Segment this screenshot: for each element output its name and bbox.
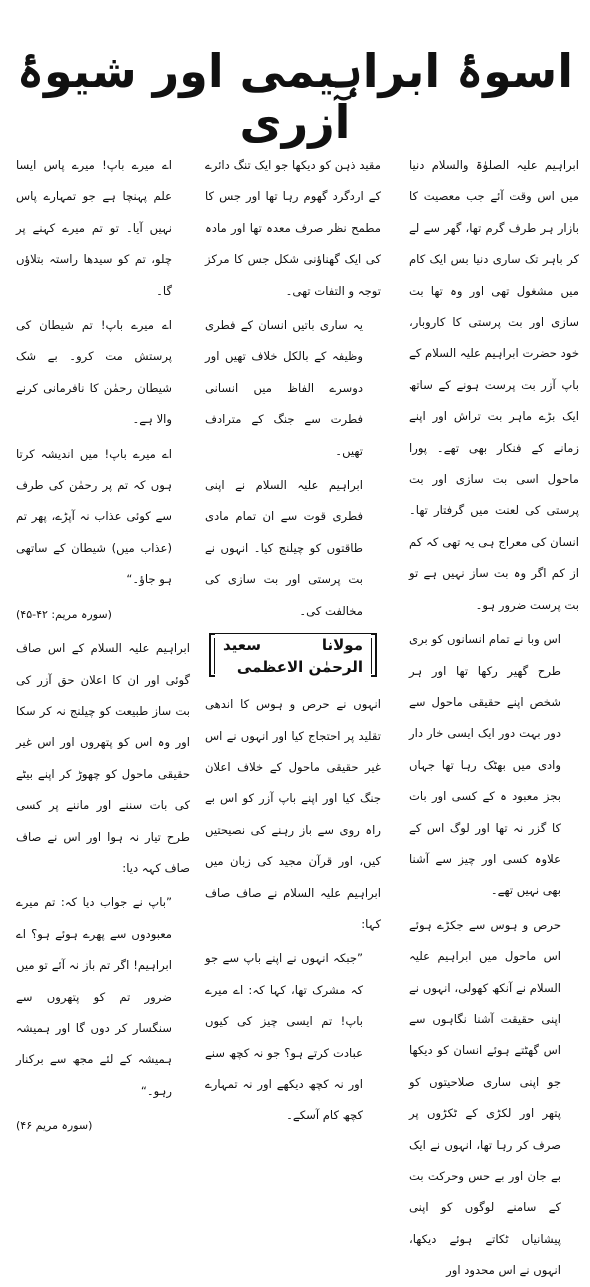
paragraph: ابراہیم علیہ الصلوٰۃ والسلام دنیا میں اس وقت آئے جب معصیت کا بازار ہر طرف گرم تھا، گھر سے لے کر باہر تک ساری دنیا بس ایک کام میں مشغول تھی اور وہ تھا بت سازی اور بت پرستی کا کاروبار، خود حضرت ابراہیم علیہ السلام کے باپ آزر بت پرست ہونے کے ساتھ ایک بڑے ماہر بت تراش اور اپنے زمانے کے فنکار بھی تھے۔ پورا ماحول اسی بت سازی اور بت پرستی کی لعنت میں گرفتار تھا۔ انسان کی معراج ہی یہ تھی کہ کم از کم اگر وہ بت ساز نہیں ہے تو بت پرست ضرور ہو۔: [409, 158, 579, 612]
paragraph: ابراہیم علیہ السلام نے اپنی فطری قوت سے ان تمام مادی طاقتوں کو چیلنج کیا۔ انہوں نے بت پرستی اور بت سازی کی مخالفت کی۔: [205, 478, 363, 618]
quote-paragraph: اے میرے باپ! میں اندیشہ کرتا ہوں کہ تم پر رحمٰن کی طرف سے کوئی عذاب نہ آپڑے، پھر تم (عذاب میں) شیطان کے ساتھی ہو جاؤ۔“: [16, 446, 172, 587]
paragraph: اس وبا نے تمام انسانوں کو بری طرح گھیر رکھا تھا اور ہر شخص اپنے حقیقی ماحول سے دور بہت دور ایک ایسی خار دار وادی میں بھٹک رہا تھا جہاں بجز معبود ہ کے کسی اور بات کا گزر نہ تھا اور لوگ اس کے علاوہ کسی اور چیز سے آشنا بھی نہیں تھے۔: [409, 632, 561, 898]
quote-paragraph: ”جبکہ انہوں نے اپنے باپ سے جو کہ مشرک تھا، کہا کہ: اے میرے باپ! تم ایسی چیز کی کیوں عبادت کرتے ہو؟ جو نہ کچھ سنے اور نہ کچھ دیکھے اور نہ تمہارے کچھ کام آسکے۔: [205, 951, 363, 1123]
quote-paragraph: ”باپ نے جواب دیا کہ: تم میرے معبودوں سے پھرے ہوئے ہو؟ اے ابراہیم! اگر تم باز نہ آئے تو میں ضرور تم کو پتھروں سے سنگسار کر دوں گا اور ہمیشہ ہمیشہ کے لئے مجھ سے برکنار رہو۔“: [16, 895, 172, 1098]
paragraph: مقید ذہن کو دیکھا جو ایک تنگ دائرے کے اردگرد گھوم رہا تھا اور جس کا مطمح نظر صرف معدہ تھا اور مادہ کی ایک گھناؤنی شکل جس کا مرکز توجہ و التفات تھی۔: [205, 158, 381, 298]
quran-reference: (سورہ مریم: ۴۲-۴۵): [16, 607, 112, 621]
quran-reference: (سورہ مریم ۴۶): [16, 1119, 93, 1133]
paragraph: حرص و ہوس سے جکڑے ہوئے اس ماحول میں ابراہیم علیہ السلام نے آنکھ کھولی، انہوں نے اپنی حقیقت آشنا نگاہوں سے اس گھٹتے ہوئے انسان کو دیکھا جو اپنی ساری صلاحیتوں کو پتھر اور لکڑی کے ٹکڑوں پر صرف کر رہا تھا، انہوں نے ایک بے جان اور بے حس وحرکت بت کے سامنے لوگوں کو اپنی پیشانیاں ٹکاتے ہوئے دیکھا، انہوں نے اس محدود اور: [409, 917, 561, 1278]
text-column-left: [16, 150, 190, 1133]
paragraph: انہوں نے حرص و ہوس کا اندھی تقلید پر احتجاج کیا اور انہوں نے اس غیر حقیقی ماحول کے خلاف اعلان جنگ کیا اور اپنے باپ آزر کو اس بے راہ روی سے باز رہنے کی نصیحتیں کیں، اور قرآن مجید کی زبان میں ابراہیم علیہ السلام نے صاف صاف کہا:: [205, 697, 381, 931]
author-byline-pattern: [214, 636, 372, 677]
author-byline-box: [209, 633, 377, 677]
paragraph: ابراہیم علیہ السلام کے اس صاف گوئی اور ان کا اعلان حق آزر کی بت ساز طبیعت کو چیلنج نہ کر سکا اور وہ اس کو پتھروں اور اس غیر حقیقی ماحول کو چھوڑ کر اپنے بیٹے کی بات سننے اور ماننے پر کسی طرح تیار نہ ہوا اور اس نے صاف صاف کہہ دیا:: [16, 641, 190, 875]
text-column-middle: [205, 150, 381, 1123]
quote-paragraph: اے میرے باپ! تم شیطان کی پرستش مت کرو۔ بے شک شیطان رحمٰن کا نافرمانی کرنے والا ہے۔: [16, 318, 172, 427]
quote-paragraph: اے میرے باپ! میرے پاس ایسا علم پہنچا ہے جو تمہارے پاس نہیں آیا۔ تو تم میرے کہنے پر چلو، تم کو سیدھا راستہ بتلاؤں گا۔: [16, 158, 172, 298]
text-column-right: [409, 150, 579, 1278]
paragraph: یہ ساری باتیں انسان کے فطری وظیفہ کے بالکل خلاف تھیں اور دوسرے الفاظ میں انسانی فطرت سے جنگ کے مترادف تھیں۔: [205, 318, 363, 458]
author-name: مولانا سعید الرحمٰن الاعظمی: [215, 634, 371, 678]
article-title: اسوۂ ابراہیمی اور شیوۂ آزری: [16, 44, 574, 149]
